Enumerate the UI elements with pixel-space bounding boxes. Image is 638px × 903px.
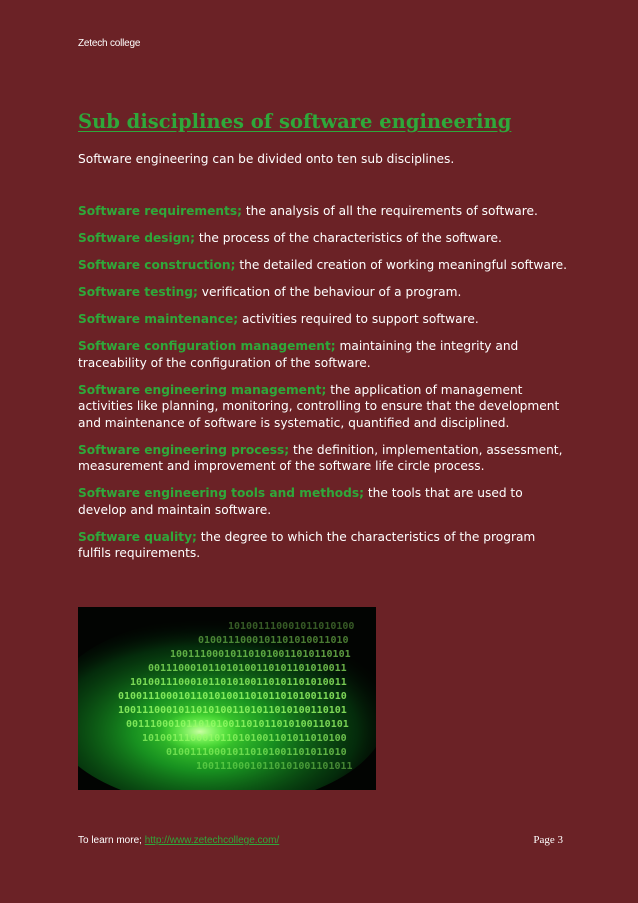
- binary-row: 100111000101101010011010110101: [170, 649, 351, 660]
- discipline-description: activities required to support software.: [238, 312, 479, 326]
- binary-row: 010011100010110101001101011010: [166, 747, 347, 758]
- discipline-item: [78, 230, 568, 247]
- page-number: Page 3: [533, 834, 563, 846]
- discipline-term: Software quality;: [78, 529, 197, 544]
- discipline-item: [78, 485, 568, 518]
- discipline-item: [78, 529, 568, 562]
- discipline-term: Software maintenance;: [78, 312, 239, 326]
- discipline-item: [78, 203, 568, 220]
- website-link[interactable]: http://www.zetechcollege.com/: [144, 835, 280, 846]
- discipline-term: Software engineering management;: [78, 382, 327, 397]
- discipline-item: [78, 338, 568, 371]
- discipline-item: [78, 382, 568, 432]
- discipline-description: the process of the characteristics of the software.: [194, 231, 502, 245]
- discipline-description: the application of management activities like planning, monitoring, controlling to ensure that the development and maintenance of software is systematic, quantified and disciplined.: [78, 382, 560, 430]
- page-header: Zetech college: [78, 38, 141, 49]
- discipline-item: [78, 442, 568, 475]
- discipline-term: Software requirements;: [78, 204, 243, 218]
- discipline-description: the degree to which the characteristics of the program fulfils requirements.: [78, 529, 536, 560]
- binary-row: 0100111000101101010011010: [198, 635, 349, 646]
- discipline-list: [78, 203, 568, 572]
- discipline-term: Software configuration management;: [78, 339, 336, 353]
- binary-row: 001110001011010100110101101010011: [148, 663, 347, 674]
- discipline-term: Software construction;: [78, 258, 236, 272]
- discipline-term: Software engineering tools and methods;: [78, 486, 364, 500]
- discipline-description: the analysis of all the requirements of software.: [242, 204, 538, 218]
- footer-prefix: To learn more;: [78, 835, 145, 846]
- discipline-term: Software design;: [78, 231, 195, 245]
- binary-sphere-graphic: [78, 607, 376, 790]
- discipline-item: [78, 284, 568, 301]
- binary-row: 10011100010110101001101011: [196, 761, 353, 772]
- discipline-description: verification of the behaviour of a program.: [197, 285, 462, 299]
- discipline-description: maintaining the integrity and traceability of the configuration of the software.: [78, 339, 519, 370]
- binary-row: 10011100010110101001101011010100110101: [118, 705, 347, 716]
- discipline-description: the tools that are used to develop and maintain software.: [78, 486, 523, 517]
- discipline-description: the detailed creation of working meaningful software.: [235, 258, 567, 272]
- binary-code-image: [78, 607, 376, 790]
- intro-paragraph: Software engineering can be divided onto ten sub disciplines.: [78, 152, 455, 166]
- page-title: Sub disciplines of software engineering: [78, 110, 512, 133]
- discipline-item: [78, 311, 568, 328]
- discipline-term: Software engineering process;: [78, 442, 290, 457]
- binary-row: 0011100010110101001101011010100110101: [126, 719, 349, 730]
- discipline-description: the definition, implementation, assessment, measurement and improvement of the software life circle process.: [78, 442, 563, 473]
- discipline-term: Software testing;: [78, 285, 198, 299]
- binary-row: 101001110001011010100110101101010011: [130, 677, 347, 688]
- discipline-item: [78, 257, 568, 274]
- binary-row: 101001110001011010100: [228, 621, 355, 632]
- binary-row: 1010011100010110101001101011010100: [142, 733, 347, 744]
- binary-row: 01001110001011010100110101101010011010: [118, 691, 347, 702]
- footer-link-line: [78, 835, 279, 846]
